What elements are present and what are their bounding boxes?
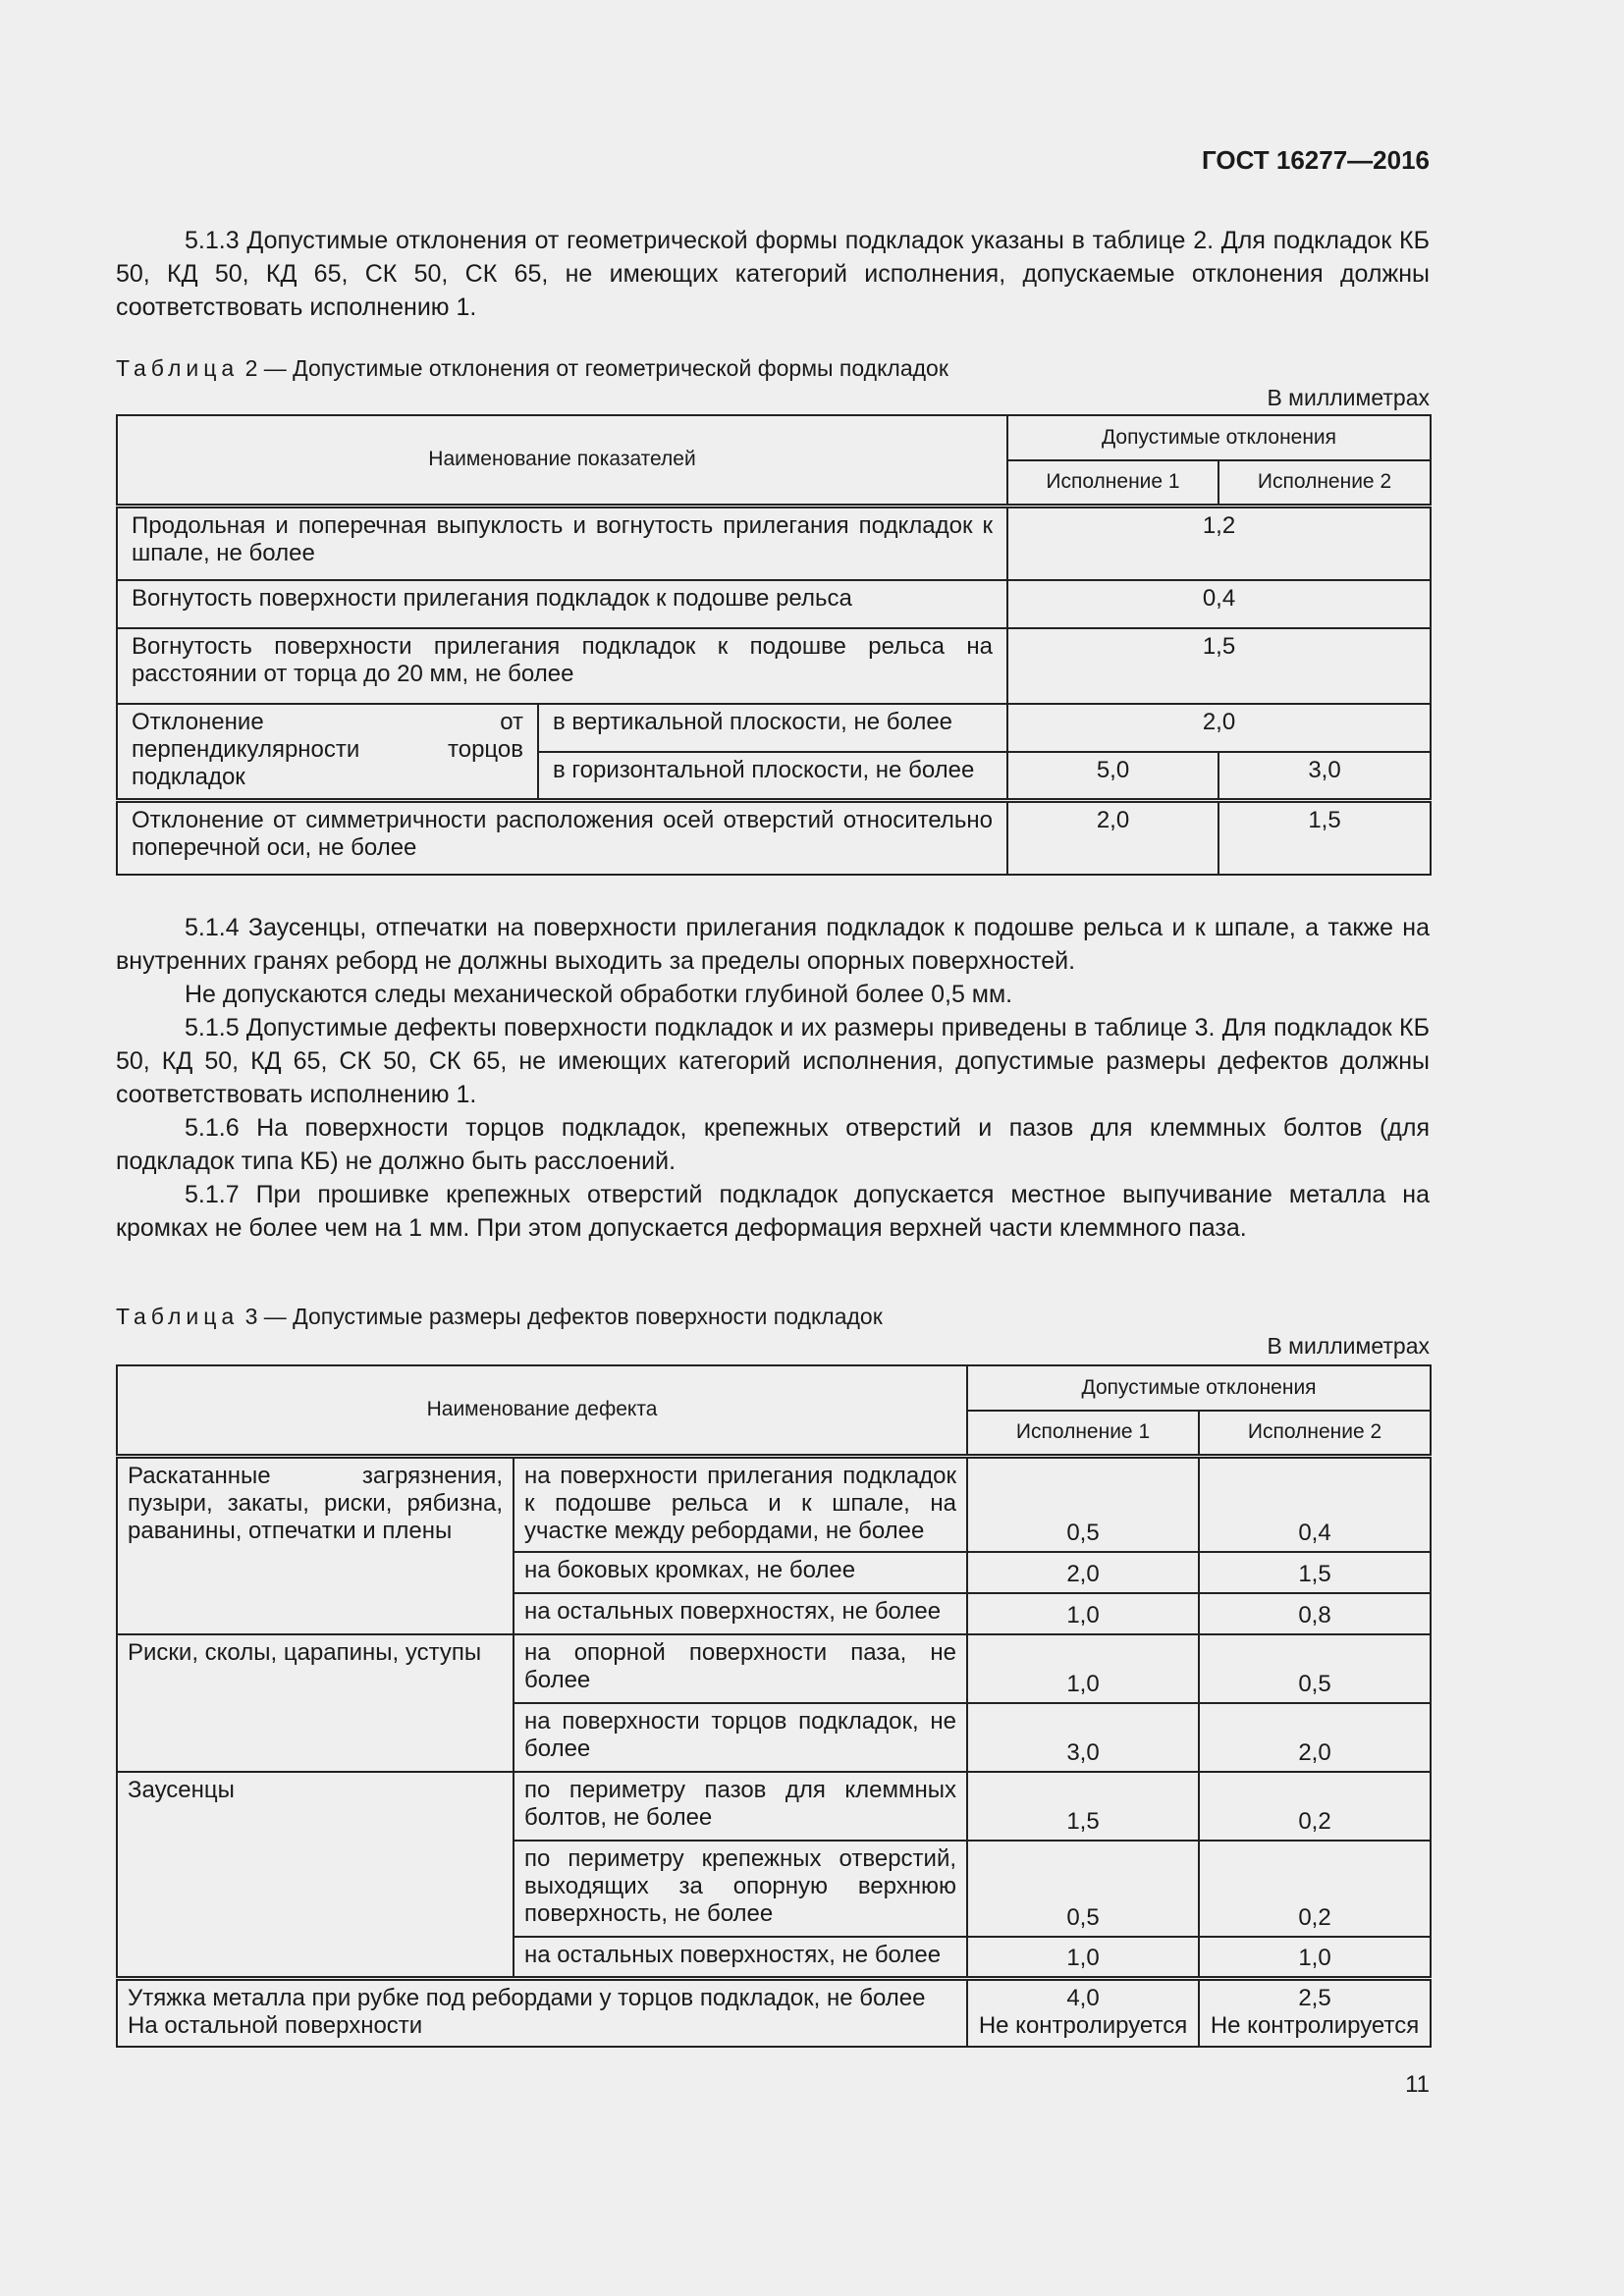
table-3-header-name: Наименование дефекта bbox=[117, 1365, 967, 1456]
table-cell: 1,0 bbox=[1199, 1937, 1431, 1978]
table-cell: 1,5 bbox=[967, 1772, 1199, 1841]
table-cell: 1,5 bbox=[1007, 628, 1431, 704]
table-row bbox=[117, 1634, 1431, 1703]
table-cell: 1,0 bbox=[967, 1593, 1199, 1634]
table-cell: на опорной поверхности паза, не более bbox=[514, 1634, 967, 1703]
paragraph-5-1-6: 5.1.6 На поверхности торцов подкладок, крепежных отверстий и пазов для клеммных болтов (для подкладок типа КБ) не должно быть расслоений. bbox=[116, 1114, 1430, 1175]
table-cell: Заусенцы bbox=[117, 1772, 514, 1978]
table-cell: 0,5 bbox=[967, 1841, 1199, 1937]
table-cell: 0,2 bbox=[1199, 1841, 1431, 1937]
table-cell-line: 4,0 bbox=[1066, 1984, 1100, 2011]
table-cell: Отклонение от перпендикулярности торцов подкладок bbox=[117, 704, 538, 800]
table-cell: 0,4 bbox=[1199, 1456, 1431, 1552]
paragraph-5-1-4: 5.1.4 Заусенцы, отпечатки на поверхности прилегания подкладок к подошве рельса и к шпале, а также на внутренних гранях реборд не должны выходить за пределы опорных поверхностей. bbox=[116, 914, 1430, 975]
table-cell-line: Утяжка металла при рубке под ребордами у торцов подкладок, не более bbox=[128, 1984, 926, 2011]
table-cell: 1,2 bbox=[1007, 506, 1431, 580]
table-2-header-ex2: Исполнение 2 bbox=[1218, 460, 1431, 506]
table-cell: 2,0 bbox=[1199, 1703, 1431, 1772]
table-cell: 2,0 bbox=[1007, 800, 1218, 875]
table-cell: 1,5 bbox=[1199, 1552, 1431, 1593]
table-cell: Продольная и поперечная выпуклость и вогнутость прилегания подкладок к шпале, не более bbox=[117, 506, 1007, 580]
table-3-header-ex2: Исполнение 2 bbox=[1199, 1411, 1431, 1456]
table-cell: 0,8 bbox=[1199, 1593, 1431, 1634]
table-cell: 3,0 bbox=[967, 1703, 1199, 1772]
table-3-header-ex1: Исполнение 1 bbox=[967, 1411, 1199, 1456]
table-cell: Вогнутость поверхности прилегания подкладок к подошве рельса на расстоянии от торца до 20 мм, не более bbox=[117, 628, 1007, 704]
table-cell: Вогнутость поверхности прилегания подкладок к подошве рельса bbox=[117, 580, 1007, 628]
table-row bbox=[117, 1456, 1431, 1552]
table-3-header-group: Допустимые отклонения bbox=[967, 1365, 1431, 1411]
table-cell: Риски, сколы, царапины, уступы bbox=[117, 1634, 514, 1772]
table-2-header-ex1: Исполнение 1 bbox=[1007, 460, 1218, 506]
paragraph-5-1-3: 5.1.3 Допустимые отклонения от геометрической формы подкладок указаны в таблице 2. Для подкладок КБ 50, КД 50, КД 65, СК 50, СК 65, не имеющих категорий исполнения, допускаемые отклонения должны соответствовать исполнению 1. bbox=[116, 227, 1430, 321]
table-cell-line: 2,5 bbox=[1298, 1984, 1331, 2011]
table-3-caption-word: Таблица bbox=[116, 1304, 240, 1329]
table-row bbox=[117, 506, 1431, 580]
table-row bbox=[117, 580, 1431, 628]
table-cell: 3,0 bbox=[1218, 752, 1431, 800]
table-cell: 0,5 bbox=[1199, 1634, 1431, 1703]
table-cell-line: На остальной поверхности bbox=[128, 2011, 423, 2039]
paragraph-5-1-4-note: Не допускаются следы механической обработки глубиной более 0,5 мм. bbox=[185, 981, 1013, 1008]
table-row bbox=[117, 1978, 1431, 2047]
table-cell bbox=[117, 1978, 967, 2047]
standard-designation: ГОСТ 16277—2016 bbox=[1202, 145, 1430, 175]
table-2-header-group: Допустимые отклонения bbox=[1007, 415, 1431, 460]
table-3-units: В миллиметрах bbox=[1267, 1333, 1430, 1359]
table-row bbox=[117, 628, 1431, 704]
table-cell: на остальных поверхностях, не более bbox=[514, 1593, 967, 1634]
table-3-caption bbox=[116, 1302, 1430, 1331]
paragraph-5-1-5: 5.1.5 Допустимые дефекты поверхности подкладок и их размеры приведены в таблице 3. Для подкладок КБ 50, КД 50, КД 65, СК 50, СК 65, не имеющих категорий исполнения, допустимые размеры дефектов должны соответствовать исполнению 1. bbox=[116, 1014, 1430, 1108]
table-cell: 0,4 bbox=[1007, 580, 1431, 628]
table-cell: 1,5 bbox=[1218, 800, 1431, 875]
table-cell: 1,0 bbox=[967, 1937, 1199, 1978]
paragraphs-5-1-4-to-5-1-7 bbox=[116, 911, 1430, 1245]
table-cell: Отклонение от симметричности расположения осей отверстий относительно поперечной оси, не более bbox=[117, 800, 1007, 875]
table-cell: 0,5 bbox=[967, 1456, 1199, 1552]
table-cell: на поверхности торцов подкладок, не более bbox=[514, 1703, 967, 1772]
paragraph-5-1-7: 5.1.7 При прошивке крепежных отверстий подкладок допускается местное выпучивание металла на кромках не более чем на 1 мм. При этом допускается деформация верхней части клеммного паза. bbox=[116, 1181, 1430, 1242]
table-2-units: В миллиметрах bbox=[1267, 385, 1430, 410]
table-cell: 2,0 bbox=[967, 1552, 1199, 1593]
table-cell: 1,0 bbox=[967, 1634, 1199, 1703]
table-2-header-name: Наименование показателей bbox=[117, 415, 1007, 506]
table-cell bbox=[967, 1978, 1199, 2047]
table-row bbox=[117, 800, 1431, 875]
table-3 bbox=[116, 1364, 1432, 2048]
table-cell-line: Не контролируется bbox=[1210, 2011, 1420, 2039]
table-row bbox=[117, 704, 1431, 752]
table-cell: по периметру крепежных отверстий, выходящих за опорную верхнюю поверхность, не более bbox=[514, 1841, 967, 1937]
table-cell: в горизонтальной плоскости, не более bbox=[538, 752, 1007, 800]
table-cell: Раскатанные загрязнения, пузыри, закаты, риски, рябизна, раванины, отпечатки и плены bbox=[117, 1456, 514, 1634]
page-number: 11 bbox=[1405, 2071, 1430, 2098]
table-2 bbox=[116, 414, 1432, 876]
table-2-caption-text: 2 — Допустимые отклонения от геометрической формы подкладок bbox=[244, 355, 948, 381]
table-row bbox=[117, 1772, 1431, 1841]
table-cell: по периметру пазов для клеммных болтов, не более bbox=[514, 1772, 967, 1841]
table-cell bbox=[1199, 1978, 1431, 2047]
table-cell: на поверхности прилегания подкладок к подошве рельса и к шпале, на участке между ребордами, не более bbox=[514, 1456, 967, 1552]
table-cell: 0,2 bbox=[1199, 1772, 1431, 1841]
table-2-caption-word: Таблица bbox=[116, 355, 240, 381]
table-cell: в вертикальной плоскости, не более bbox=[538, 704, 1007, 752]
table-3-caption-text: 3 — Допустимые размеры дефектов поверхности подкладок bbox=[244, 1304, 883, 1329]
table-cell: 2,0 bbox=[1007, 704, 1431, 752]
table-cell-line: Не контролируется bbox=[978, 2011, 1188, 2039]
table-cell: 5,0 bbox=[1007, 752, 1218, 800]
table-2-caption bbox=[116, 353, 1430, 383]
table-cell: на боковых кромках, не более bbox=[514, 1552, 967, 1593]
table-cell: на остальных поверхностях, не более bbox=[514, 1937, 967, 1978]
